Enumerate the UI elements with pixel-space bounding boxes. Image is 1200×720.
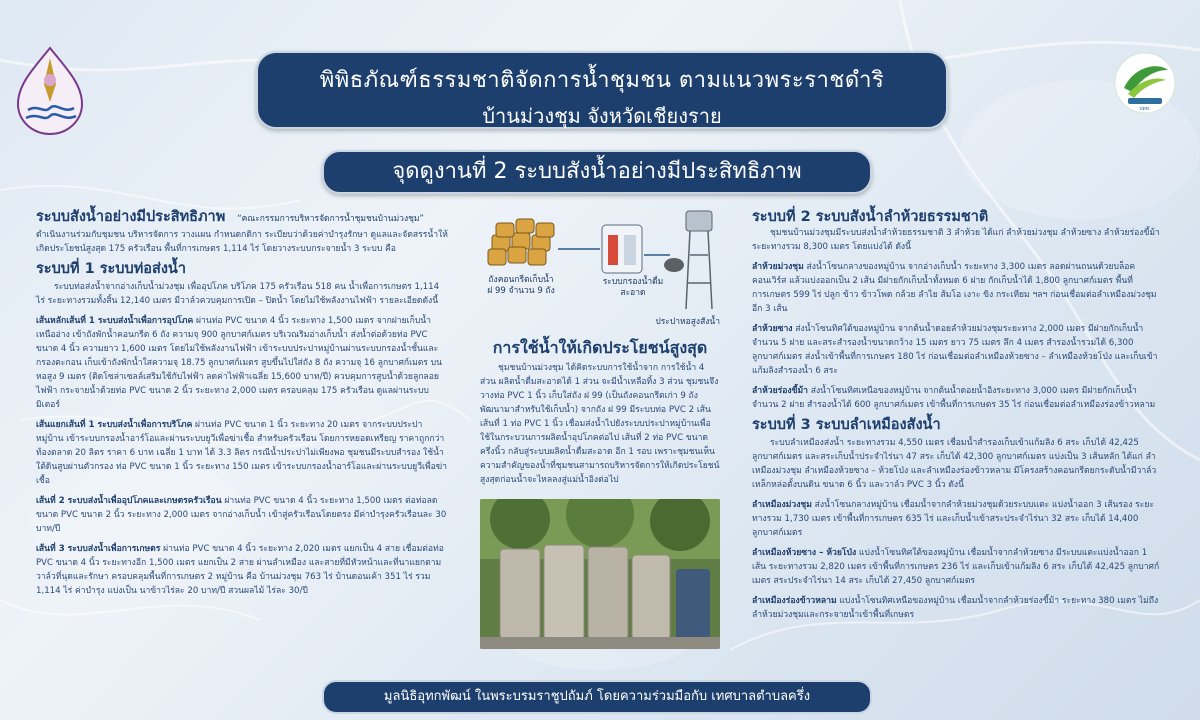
- sub-line-1: [36, 418, 448, 488]
- main-line-1-label: เส้นหลักเส้นที่ 1 ระบบส่งน้ำเพื่อการอุปโภค: [36, 316, 194, 326]
- line-2: [36, 494, 448, 536]
- committee-quote: “คณะกรรมการบริหารจัดการน้ำชุมชนบ้านม่วงชุม”: [237, 214, 424, 224]
- canal-sang: [752, 546, 1162, 588]
- system3-heading: ระบบที่ 3 ระบบลำเหมืองสังน้ำ: [752, 417, 941, 433]
- canal-sang-text: แบ่งน้ำโซนทิศใต้ของหมู่บ้าน เชื่อมน้ำจากลำห้วยซาง มีระบบแตะแบ่งน้ำออก 1 เส้น ระยะทางรวม 2,820 เมตร เข้าพื้นที่การเกษตร 236 ไร่ และเก็บเข้าแก้มลิง 6 สระ เก็บได้ 42,425 ลูกบาศก์เมตร สระประจำไร่นา 14 สระ เก็บได้ 27,450 ลูกบาศก์เมตร: [752, 548, 1160, 586]
- middle-heading: การใช้น้ำให้เกิดประโยชน์สูงสุด: [492, 338, 708, 357]
- filter-caption: ระบบกรองน้ำดื่ม สะอาด: [602, 277, 664, 298]
- section-heading: [36, 210, 448, 226]
- concrete-tanks-icon: [488, 219, 554, 265]
- line-2-text: ผ่านท่อ PVC ขนาด 4 นิ้ว ระยะทาง 1,500 เมตร ต่อท่อลดขนาด PVC ขนาด 2 นิ้ว ระยะทาง 2,000 เมตร จากอ่างเก็บน้ำ เข้าสู่ครัวเรือนโดยตรง มีค่าบำรุงครัวเรือนละ 30 บาท/ปี: [36, 496, 447, 534]
- middle-column: [480, 205, 720, 654]
- stream-rongkhima-label: ลำห้วยร่องขี้ม้า: [752, 386, 808, 396]
- pump-icon: [664, 258, 684, 272]
- line-3: [36, 542, 448, 598]
- canal-sang-label: ลำเหมืองห้วยซาง – ห้วยโป่ง: [752, 548, 857, 558]
- stream-muangchum: [752, 260, 1162, 316]
- canal-muangchum-label: ลำเหมืองม่วงชุม: [752, 500, 812, 510]
- tower-caption: ประปาหอสูงสังน้ำ: [655, 317, 720, 327]
- system1-intro: ระบบท่อส่งน้ำจากอ่างเก็บน้ำม่วงชุม เพื่ออุปโภค บริโภค 175 ครัวเรือน 518 คน น้ำเพื่อการเกษตร 1,114 ไร่ ระยะทางรวมทั้งสิ้น 12,140 เมตร มีวาล์วควบคุมการเปิด – ปิดน้ำ โดยไม่ใช้พลังงานไฟฟ้า รายละเอียดดังนี้: [36, 282, 440, 306]
- system2-heading: ระบบที่ 2 ระบบสังน้ำลำห้วยธรรมชาติ: [752, 209, 989, 225]
- line-3-label: เส้นที่ 3 ระบบส่งน้ำเพื่อการเกษตร: [36, 544, 161, 554]
- canal-rong: [752, 594, 1162, 622]
- water-filter-icon: [602, 225, 642, 273]
- water-system-diagram: [480, 205, 720, 335]
- main-line-1-text: ผ่านท่อ PVC ขนาด 4 นิ้ว ระยะทาง 1,500 เมตร จากฝายเก็บน้ำเหนืออ่าง เข้าถังพักน้ำคอนกรีต 6 ถัง ความจุ 900 ลูกบาศก์เมตร บริเวณริมอ่างเก็บน้ำ ส่งน้ำต่อด้วยท่อ PVC ขนาด 4 นิ้ว ความยาว 1,600 เมตร โดยไม่ใช้พลังงานไฟฟ้า เข้าระบบประปาหมู่บ้านผ่านระบบกรองน้ำชั้นและกรองตะกอน เก็บเข้าถังพักน้ำใสความจุ 18.75 ลูกบาศก์เมตร สูบขึ้นไปใส่ถัง 8 ถัง ความจุ 16 ลูกบาศก์เมตร บนหอสูง 9 เมตร (ติดโซล่าเซลล์เสริมใช้กับไฟฟ้า ลดค่าไฟฟ้าเฉลี่ย 15,600 บาท/ปี) ควบคุมการสูบน้ำด้วยลูกลอยไฟฟ้า กระจายน้ำด้วยท่อ PVC ขนาด 2 นิ้ว ระยะทาง 2,000 เมตร ครอบคลุม 175 ครัวเรือน ดูแลผ่านระบบมิเตอร์: [36, 316, 442, 410]
- sub-line-1-label: เส้นแยกเส้นที่ 1 ระบบส่งน้ำเพื่อการบริโภค: [36, 420, 193, 430]
- green-leaf-logo-icon: [1114, 52, 1176, 114]
- canal-rong-text: แบ่งน้ำโซนทิศเหนือของหมู่บ้าน เชื่อมน้ำจากลำห้วยร่องขี้ม้า ระยะทาง 380 เมตร ไม่ถึงลำห้วยม่วงชุมและกระจายน้ำเข้าพื้นที่เกษตร: [752, 596, 1159, 620]
- section-heading-text: ระบบสังน้ำอย่างมีประสิทธิภาพ: [36, 209, 226, 225]
- station-banner: จุดดูงานที่ 2 ระบบสังน้ำอย่างมีประสิทธิภาพ: [322, 150, 872, 194]
- left-column: [36, 210, 448, 604]
- stream-sang-label: ลำห้วยซาง: [752, 324, 793, 334]
- title-banner: [256, 51, 948, 129]
- main-line-1: [36, 314, 448, 412]
- foundation-emblem-icon: [14, 44, 86, 136]
- middle-text: ชุมชนบ้านม่วงชุม ได้คิดระบบการใช้น้ำจาก การใช้น้ำ 4 ส่วน ผลิตน้ำดื่มสะอาดได้ 1 ส่วน จะมีน้ำเหลือทิ้ง 3 ส่วน ชุมชนจึงวางท่อ PVC 1 นิ้ว เก็บใส่ถัง ฝ 99 (เป็นถังคอนกรีตเก่า 9 ถัง พัฒนามาสำหรับใช้เก็บน้ำ) จากถัง ฝ 99 มีระบบท่อ PVC 2 เส้น เส้นที่ 1 ท่อ PVC 1 นิ้ว เชื่อมส่งน้ำไปยังระบบประปาหมู่บ้านเพื่อใช้ในกระบวนการผลิตน้ำอุปโภคต่อไป เส้นที่ 2 ท่อ PVC ขนาดครึ่งนิ้ว กลับสู่ระบบผลิตน้ำดื่มสะอาด อีก 1 รอบ เพราะชุมชนเห็นความสำคัญของน้ำที่ชุมชนสามารถบริหารจัดการให้เกิดประโยชน์สูงสุดก่อนน้ำจะไหลลงสู่แม่น้ำอิงต่อไป: [480, 363, 720, 485]
- system3-intro: ระบบลำเหมืองส่งน้ำ ระยะทางรวม 4,550 เมตร เชื่อมน้ำสำรองเก็บเข้าแก้มลิง 6 สระ เก็บได้ 42,425 ลูกบาศก์เมตร และสระเก็บน้ำประจำไร่นา 47 สระ เก็บได้ 42,300 ลูกบาศก์เมตร แบ่งเป็น 3 เส้นหลัก ได้แก่ ลำเหมืองม่วงชุม ลำเหมืองห้วยซาง – ห้วยโป่ง และลำเหมืองร่องข้าวหลาม มีโครงสร้างคอนกรีตยกระดับน้ำมีวาล์วเหล็กหล่อตั้งบนดิน ขนาด 6 นิ้ว และวาล์ว PVC 3 นิ้ว ดังนี้: [752, 438, 1157, 490]
- stream-rongkhima-text: ส่งน้ำโซนทิศเหนือของหมู่บ้าน จากต้นน้ำดอยน้ำอิงระยะทาง 3,000 เมตร มีฝายกักเก็บน้ำจำนวน 2 ฝาย สำรองน้ำได้ 600 ลูกบาศก์เมตร เข้าพื้นที่การเกษตร 35 ไร่ ก่อนเชื่อมต่อลำเหมืองร่องข้าวหลาม: [752, 386, 1156, 410]
- tanks-caption: ถังคอนกรีตเก็บน้ำ ฝ 99 จำนวน 9 ถัง: [487, 275, 555, 296]
- page-title: พิพิธภัณฑ์ธรรมชาติจัดการน้ำชุมชน ตามแนวพระราชดำริ: [319, 68, 885, 93]
- footer-banner: มูลนิธิอุทกพัฒน์ ในพระบรมราชูปถัมภ์ โดยความร่วมมือกับ เทศบาลตำบลครึ่ง: [322, 680, 872, 714]
- stream-muangchum-text: ส่งน้ำโซนกลางของหมู่บ้าน จากอ่างเก็บน้ำ ระยะทาง 3,300 เมตร ลอดผ่านถนนด้วยบล็อคคอนเวิร์ส แล้วแบ่งออกเป็น 2 เส้น มีฝายกักเก็บน้ำทั้งหมด 6 ฝาย กักเก็บน้ำได้ 1,800 ลูกบาศก์เมตร พื้นที่การเกษตร 599 ไร่ ปลูก ข้าว ข้าวโพด กล้วย ลำไย ส้มโอ เงาะ ขิง กระเทียม ฯลฯ ก่อนเชื่อมต่อลำเหมืองม่วงชุม อีก 3 เส้น: [752, 262, 1157, 314]
- canal-muangchum: [752, 498, 1162, 540]
- stream-muangchum-label: ลำห้วยม่วงชุม: [752, 262, 804, 272]
- system1-heading: ระบบที่ 1 ระบบท่อส่งน้ำ: [36, 261, 186, 277]
- stream-rongkhima: [752, 384, 1162, 412]
- logo-caption: ปตท.: [1139, 106, 1151, 112]
- canal-rong-label: ลำเหมืองร่องข้าวหลาม: [752, 596, 837, 606]
- page-subtitle: บ้านม่วงชุม จังหวัดเชียงราย: [482, 104, 722, 128]
- diagram-illustration: [480, 205, 720, 335]
- right-column: [752, 210, 1162, 628]
- line-3-text: ผ่านท่อ PVC ขนาด 4 นิ้ว ระยะทาง 2,020 เมตร แยกเป็น 4 สาย เชื่อมต่อท่อ PVC ขนาด 4 นิ้ว ระยะทางอีก 1,500 เมตร แยกเป็น 2 สาย ผ่านลำเหมือง และสายที่มีหัวหน้าและที่นาแยกตามวาล์วที่นุดและรักษา ครอบคลุมพื้นที่การเกษตร 2 หมู่บ้าน คือ บ้านม่วงชุม 763 ไร่ บ้านดอนเค้า 351 ไร่ รวม 1,114 ไร่ ค่าบำรุง แบ่งเป็น นาข้าวไร่ละ 20 บาท/ปี สวนผลไม้ ไร่ละ 30/ปี: [36, 544, 444, 596]
- stream-sang-text: ส่งน้ำโซนทิศใต้ของหมู่บ้าน จากต้นน้ำดอยลำห้วยม่วงชุมระยะทาง 2,000 เมตร มีฝายกักเก็บน้ำจำนวน 5 ฝาย และสระสำรองน้ำขนาดกว้าง 15 เมตร ยาว 75 เมตร ลึก 4 เมตร สำรองน้ำรวมได้ 6,300 ลูกบาศก์เมตร ส่งน้ำเข้าพื้นที่การเกษตร 180 ไร่ ก่อนเชื่อมต่อลำเหมืองห้วยซาง – ลำเหมืองห้วยโป่ง และเก็บเข้าแก้มลิงสำรองน้ำ 6 สระ: [752, 324, 1158, 376]
- canal-muangchum-text: ส่งน้ำโซนกลางหมู่บ้าน เชื่อมน้ำจากลำห้วยม่วงชุมด้วยระบบแตะ แบ่งน้ำออก 3 เส้นรอง ระยะทางรวม 1,730 เมตร เข้าพื้นที่การเกษตร 635 ไร่ และเก็บน้ำเข้าสระประจำไร่นา 32 สระ เก็บได้ 14,400 ลูกบาศก์เมตร: [752, 500, 1155, 538]
- sub-line-1-text: ผ่านท่อ PVC ขนาด 1 นิ้ว ระยะทาง 20 เมตร จากระบบประปาหมู่บ้าน เข้าระบบกรองน้ำอาร์โอและผ่านระบบยูวีเพื่อฆ่าเชื้อ สำหรับครัวเรือน โดยการหยอดเหรียญ ราคาถูกกว่าท้องตลาด 20 ลิตร ราคา 6 บาท เฉลี่ย 1 บาท ได้ 3.3 ลิตร กรณีน้ำประปาไม่เพียงพอ ชุมชนมีระบบสำรอง ใช้น้ำใต้ดินสูบผ่านตัวกรอง ท่อ PVC ขนาด 1 นิ้ว ระยะทาง 150 เมตร เข้าระบบกรองน้ำอาร์โอและผ่านระบบยูวีเพื่อฆ่าเชื้อ: [36, 420, 447, 486]
- section-intro: ดำเนินงานร่วมกับชุมชน บริหารจัดการ วางแผน กำหนดกติกา ระเบียบว่าด้วยค่าบำรุงรักษา ดูแลและจัดสรรน้ำให้เกิดประโยชน์สูงสุด 175 ครัวเรือน พื้นที่การเกษตร 1,114 ไร่ โดยวางระบบกระจายน้ำ 3 ระบบ คือ: [36, 230, 448, 254]
- stream-sang: [752, 322, 1162, 378]
- concrete-tanks-photo: [480, 499, 720, 649]
- water-tower-icon: [686, 211, 712, 309]
- line-2-label: เส้นที่ 2 ระบบส่งน้ำเพื่ออุปโภคและเกษตรครัวเรือน: [36, 496, 222, 506]
- system2-intro: ชุมชนบ้านม่วงชุมมีระบบส่งน้ำลำห้วยธรรมชาติ 3 ลำห้วย ได้แก่ ลำห้วยม่วงชุม ลำห้วยซาง ลำห้วยร่องขี้ม้า ระยะทางรวม 8,300 เมตร โดยแบ่งได้ ดังนี้: [752, 228, 1160, 252]
